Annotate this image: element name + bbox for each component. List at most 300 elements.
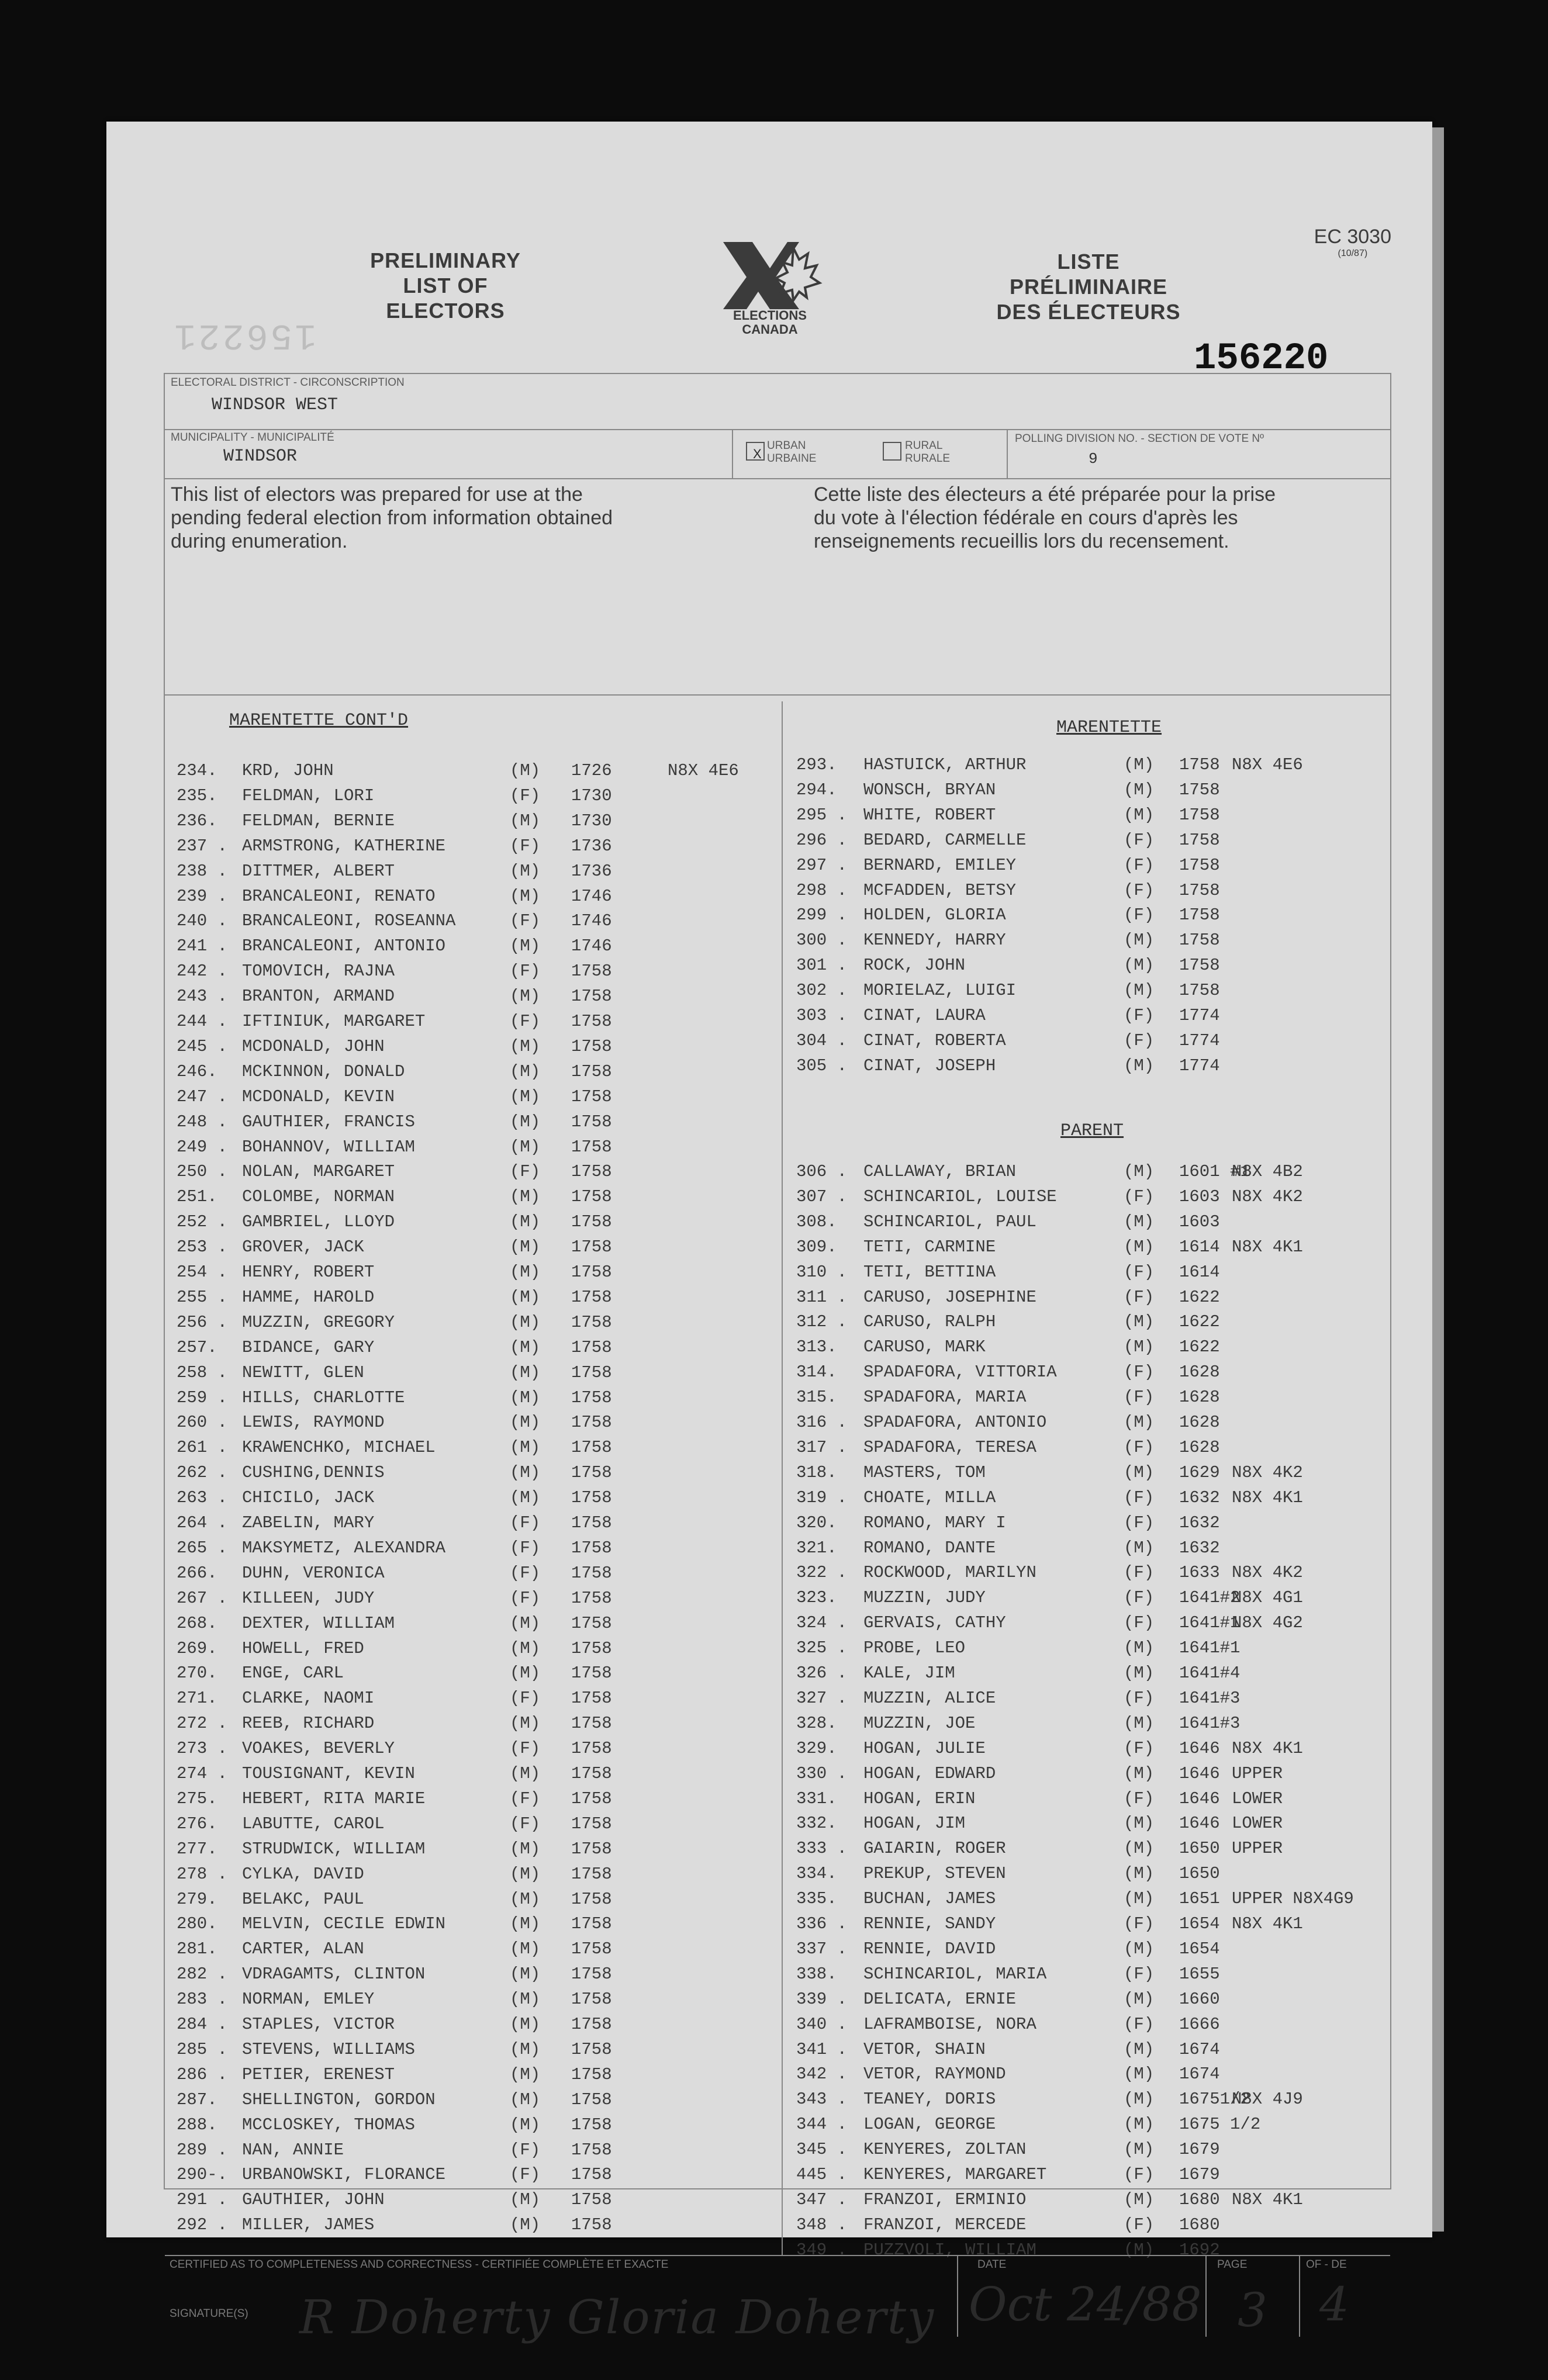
elector-row [796,1488,1387,1513]
column-divider [782,701,783,2256]
elector-name: STRUDWICK, WILLIAM [242,1839,426,1859]
form-code [1314,226,1391,259]
elector-number: 325 . [796,1638,848,1658]
elector-row [177,761,773,786]
elector-gender: (F) [1124,1006,1155,1025]
elector-name: HEBERT, RITA MARIE [242,1789,426,1808]
elector-number: 329. [796,1738,837,1758]
elector-row [177,1413,773,1438]
elector-name: HOWELL, FRED [242,1638,364,1658]
elector-address: 1601 #1 [1179,1162,1250,1181]
rural-checkbox[interactable] [883,442,901,461]
elector-gender: (M) [510,811,541,831]
elector-gender: (M) [1124,1538,1155,1558]
elector-name: PETIER, ERENEST [242,2064,395,2084]
form-body [164,373,1391,2260]
elector-name: MORIELAZ, LUIGI [863,981,1017,1001]
elector-name: RENNIE, SANDY [863,1914,996,1933]
elector-address: 1758 [571,1061,612,1081]
elector-number: 264 . [177,1513,228,1533]
notice-french [814,483,1276,553]
elector-row [796,2165,1387,2190]
elector-row [177,911,773,936]
elector-address: 1646 [1179,1814,1220,1834]
elector-address: 1622 [1179,1312,1220,1332]
elector-name: CYLKA, DAVID [242,1864,364,1884]
elector-row [177,1864,773,1890]
elector-address: 1680 [1179,2189,1220,2209]
elector-address: 1628 [1179,1362,1220,1382]
divider [1205,2255,1207,2337]
elector-name: MAKSYMETZ, ALEXANDRA [242,1538,446,1558]
elector-name: COLOMBE, NORMAN [242,1187,395,1207]
elector-name: CHOATE, MILLA [863,1488,996,1507]
elector-name: MILLER, JAMES [242,2215,375,2235]
section-heading-marentette-contd: MARENTETTE CONT'D [229,711,409,731]
elector-name: KENYERES, MARGARET [863,2165,1047,2184]
elector-row [796,1513,1387,1538]
elector-gender: (F) [510,1012,541,1031]
elector-name: GAUTHIER, FRANCIS [242,1112,415,1132]
elector-postal-code: N8X 4J9 [1232,2090,1303,2109]
elector-number: 302 . [796,981,848,1001]
elector-gender: (F) [510,1588,541,1608]
elector-address: 1641#3 [1179,1688,1241,1708]
elector-number: 309. [796,1237,837,1257]
elector-gender: (M) [510,2215,541,2235]
elector-address: 1758 [571,1237,612,1257]
elector-address: 1660 [1179,1989,1220,2009]
elector-number: 248 . [177,1112,228,1132]
elector-number: 294. [796,780,837,800]
elector-address: 1758 [571,1939,612,1959]
elector-gender: (M) [1124,2140,1155,2160]
elector-address: 1758 [1179,956,1220,975]
elector-number: 252 . [177,1212,228,1232]
elector-address: 1758 [571,2190,612,2210]
elector-gender: (M) [510,1463,541,1483]
elector-gender: (M) [1124,956,1155,975]
elector-address: 1746 [571,936,612,956]
elector-name: REEB, RICHARD [242,1714,375,1734]
elector-name: HASTUICK, ARTHUR [863,755,1027,774]
rural-label-en: RURAL [905,440,943,452]
elector-number: 445 . [796,2165,848,2184]
elector-number: 265 . [177,1538,228,1558]
elector-address: 1758 [571,961,612,981]
elector-address: 1736 [571,861,612,881]
elector-address: 1726 [571,761,612,780]
elector-number: 291 . [177,2190,228,2210]
elector-postal-code: UPPER [1232,1839,1283,1859]
elector-gender: (M) [510,1964,541,1984]
elector-address: 1758 [571,1588,612,1608]
elector-gender: (M) [1124,1989,1155,2009]
elector-gender: (M) [1124,1162,1155,1181]
elector-row [796,1288,1387,1313]
elector-row [177,1739,773,1764]
right-column [796,711,1387,2260]
elector-gender: (M) [510,1061,541,1081]
elector-name: HOGAN, JIM [863,1814,966,1834]
elector-number: 298 . [796,880,848,900]
elector-name: DITTMER, ALBERT [242,861,395,881]
elector-address: 1736 [571,836,612,856]
elector-address: 1758 [571,1137,612,1157]
elector-number: 267 . [177,1588,228,1608]
elector-gender: (M) [510,1362,541,1382]
elector-gender: (M) [1124,780,1155,800]
elector-gender: (M) [510,1137,541,1157]
elector-name: KENYERES, ZOLTAN [863,2140,1027,2160]
elector-row [796,2064,1387,2090]
elector-address: 1622 [1179,1287,1220,1307]
elector-number: 277. [177,1839,217,1859]
elector-row [796,881,1387,906]
elector-address: 1651 [1179,1889,1220,1909]
elector-name: HAMME, HAROLD [242,1287,375,1307]
elector-name: MCDONALD, KEVIN [242,1087,395,1106]
elector-row [796,1006,1387,1031]
elector-gender: (M) [510,1638,541,1658]
elector-row [177,1338,773,1363]
elector-name: GAUTHIER, JOHN [242,2190,385,2210]
signature-label: SIGNATURE(S) [170,2308,248,2320]
elector-row [177,1438,773,1463]
notice-fr-line: renseignements recueillis lors du recensement. [814,530,1229,552]
elector-gender: (M) [510,987,541,1006]
elector-address: 1628 [1179,1388,1220,1407]
elector-name: HOGAN, ERIN [863,1789,976,1808]
elector-name: VETOR, RAYMOND [863,2064,1006,2084]
elector-number: 301 . [796,956,848,975]
elector-gender: (M) [510,2039,541,2059]
elector-row [796,2190,1387,2215]
elections-canada-x-leaf-icon [711,236,823,312]
elector-number: 307 . [796,1186,848,1206]
notice-fr-line: Cette liste des électeurs a été préparée pour la prise [814,483,1276,506]
ballot-list-page [106,122,1432,2344]
elector-number: 313. [796,1337,837,1357]
elector-name: STEVENS, WILLIAMS [242,2039,415,2059]
elector-name: TEANEY, DORIS [863,2090,996,2109]
bleed-through-serial: 156221 [172,314,317,356]
elector-row [796,1789,1387,1814]
elector-address: 1758 [571,1287,612,1307]
elector-number: 311 . [796,1287,848,1307]
serial-number: 156220 [1194,338,1329,380]
elector-number: 246. [177,1061,217,1081]
elector-row [796,1814,1387,1839]
elector-gender: (F) [510,1538,541,1558]
elector-gender: (M) [510,936,541,956]
divider [165,478,1390,479]
elector-row [177,1187,773,1212]
title-french [972,249,1205,324]
elector-name: CARUSO, RALPH [863,1312,996,1332]
elector-name: IFTINIUK, MARGARET [242,1012,426,1031]
elector-number: 306 . [796,1162,848,1181]
elector-row [796,1187,1387,1212]
elector-row [796,1663,1387,1689]
elector-row [177,862,773,887]
elector-name: WONSCH, BRYAN [863,780,996,800]
title-fr-line-1: LISTE [1057,250,1120,274]
elector-address: 1758 [571,2064,612,2084]
elector-number: 286 . [177,2064,228,2084]
elector-row [796,2040,1387,2065]
page-total-handwritten: 4 [1319,2277,1349,2331]
elector-name: MUZZIN, ALICE [863,1688,996,1708]
elector-gender: (M) [510,2015,541,2034]
date-handwritten: Oct 24/88 [969,2277,1202,2331]
elector-gender: (M) [510,2090,541,2109]
elector-gender: (F) [510,2140,541,2160]
elector-number: 338. [796,1964,837,1984]
elector-address: 1679 [1179,2140,1220,2160]
elector-row [177,1890,773,1915]
elector-address: 16751/2 [1179,2090,1250,2109]
notice-en-line: during enumeration. [171,530,348,552]
elector-gender: (M) [1124,1763,1155,1783]
elector-number: 268. [177,1613,217,1633]
elector-gender: (M) [1124,2064,1155,2084]
elector-gender: (M) [1124,1337,1155,1357]
elector-number: 297 . [796,855,848,875]
elector-gender: (M) [510,1488,541,1508]
elector-address: 1632 [1179,1513,1220,1533]
urban-checkbox[interactable] [746,442,765,461]
elector-address: 1674 [1179,2064,1220,2084]
elector-name: WHITE, ROBERT [863,805,996,825]
elector-row [796,1463,1387,1488]
elector-number: 285 . [177,2039,228,2059]
elector-number: 347 . [796,2189,848,2209]
elector-address: 1758 [571,1914,612,1934]
elector-address: 1629 [1179,1462,1220,1482]
elector-number: 283 . [177,1990,228,2009]
elector-address: 1614 [1179,1237,1220,1257]
elector-number: 249 . [177,1137,228,1157]
elector-row [796,1413,1387,1438]
elector-gender: (M) [1124,1413,1155,1432]
elector-name: SPADAFORA, MARIA [863,1388,1027,1407]
elector-gender: (F) [1124,1030,1155,1050]
elector-number: 320. [796,1513,837,1533]
elector-name: TOMOVICH, RAJNA [242,961,395,981]
elector-address: 1650 [1179,1864,1220,1884]
elector-name: ZABELIN, MARY [242,1513,375,1533]
elector-name: FRANZOI, ERMINIO [863,2189,1027,2209]
elector-name: CARTER, ALAN [242,1939,364,1959]
elector-gender: (F) [1124,855,1155,875]
elector-name: BRANCALEONI, ANTONIO [242,936,446,956]
elector-number: 290-. [177,2165,228,2185]
elector-number: 303 . [796,1006,848,1025]
elector-address: 1758 [1179,981,1220,1001]
elector-name: RENNIE, DAVID [863,1939,996,1959]
elector-row [796,1438,1387,1463]
elector-number: 235. [177,786,217,805]
elector-name: GROVER, JACK [242,1237,364,1257]
elector-number: 332. [796,1814,837,1834]
elector-name: MUZZIN, GREGORY [242,1312,395,1332]
elector-row [796,831,1387,856]
elector-row [177,1538,773,1563]
elector-row [177,1488,773,1513]
elector-address: 1730 [571,786,612,805]
elector-gender: (F) [510,961,541,981]
elector-address: 1758 [571,1162,612,1182]
elector-row [796,956,1387,981]
elector-row [796,2015,1387,2040]
elector-number: 328. [796,1713,837,1733]
elector-address: 1758 [571,1764,612,1783]
elector-gender: (M) [1124,805,1155,825]
elector-number: 237 . [177,836,228,856]
elector-number: 288. [177,2115,217,2135]
elector-address: 1758 [1179,805,1220,825]
elector-name: CINAT, JOSEPH [863,1056,996,1075]
elector-gender: (M) [1124,1056,1155,1075]
elector-row [177,1262,773,1288]
elector-row [796,1739,1387,1764]
elector-row [796,1613,1387,1638]
elector-number: 295 . [796,805,848,825]
elector-address: 1675 1/2 [1179,2115,1261,2135]
elector-gender: (M) [1124,1864,1155,1884]
elector-address: 1758 [571,1337,612,1357]
elector-address: 1758 [571,2215,612,2235]
elector-name: MASTERS, TOM [863,1462,986,1482]
elector-gender: (F) [1124,1789,1155,1808]
elector-name: NORMAN, EMLEY [242,1990,375,2009]
elector-address: 1680 [1179,2215,1220,2234]
notice-en-line: pending federal election from information obtained [171,507,613,529]
elector-gender: (M) [510,1914,541,1934]
elector-name: GAMBRIEL, LLOYD [242,1212,395,1232]
elector-name: SCHINCARIOL, MARIA [863,1964,1047,1984]
elector-address: 1758 [571,1312,612,1332]
elector-address: 1758 [571,1613,612,1633]
elector-row [796,930,1387,956]
elector-number: 287. [177,2090,217,2109]
elector-gender: (M) [510,1337,541,1357]
elector-name: DUHN, VERONICA [242,1563,385,1583]
elector-gender: (F) [510,2165,541,2185]
elector-postal-code: N8X 4B2 [1232,1162,1303,1181]
elector-address: 1603 [1179,1212,1220,1231]
title-fr-line-3: DES ÉLECTEURS [996,300,1181,324]
elector-address: 1655 [1179,1964,1220,1984]
elector-gender: (M) [510,761,541,780]
elector-number: 314. [796,1362,837,1382]
elector-row [177,987,773,1012]
rural-label [905,440,950,465]
elector-address: 1758 [571,1638,612,1658]
elector-address: 1758 [1179,780,1220,800]
elector-address: 1758 [571,2165,612,2185]
elector-row [177,786,773,811]
elector-gender: (M) [510,1237,541,1257]
elector-gender: (F) [1124,905,1155,925]
elector-number: 315. [796,1388,837,1407]
elector-name: BRANCALEONI, RENATO [242,886,436,906]
elector-row [796,1839,1387,1864]
elector-row [177,836,773,862]
elector-row [796,856,1387,881]
divider [165,694,1390,696]
elector-gender: (M) [1124,1312,1155,1332]
elector-address: 1758 [571,2090,612,2109]
elector-number: 272 . [177,1714,228,1734]
elector-name: MUZZIN, JOE [863,1713,976,1733]
elector-number: 241 . [177,936,228,956]
elector-row [796,1864,1387,1889]
elector-address: 1641#4 [1179,1663,1241,1683]
elector-number: 258 . [177,1362,228,1382]
elector-address: 1641#3 [1179,1713,1241,1733]
elector-postal-code: UPPER [1232,1763,1283,1783]
form-code-value: EC 3030 [1314,226,1391,248]
district-value: WINDSOR WEST [212,395,338,415]
elector-name: TETI, BETTINA [863,1262,996,1282]
elector-number: 345 . [796,2140,848,2160]
elector-gender: (F) [510,911,541,931]
elector-row [796,1056,1387,1081]
elector-address: 1758 [571,1964,612,1984]
elector-name: MUZZIN, JUDY [863,1588,986,1608]
elector-gender: (F) [1124,1513,1155,1533]
elections-canada-logo [711,236,828,341]
elector-gender: (M) [510,1839,541,1859]
elector-row [177,2040,773,2065]
elector-gender: (M) [510,1613,541,1633]
elector-address: 1774 [1179,1030,1220,1050]
elector-postal-code: LOWER [1232,1789,1283,1808]
elector-name: ENGE, CARL [242,1663,344,1683]
elector-gender: (M) [1124,2115,1155,2135]
elector-row [177,2115,773,2140]
elector-gender: (F) [510,1789,541,1808]
elector-address: 1758 [571,1112,612,1132]
elector-name: GERVAIS, CATHY [863,1613,1006,1633]
elector-name: DEXTER, WILLIAM [242,1613,395,1633]
elector-gender: (M) [510,1438,541,1458]
elector-gender: (M) [1124,930,1155,950]
elector-gender: (M) [510,1112,541,1132]
elector-number: 292 . [177,2215,228,2235]
logo-wordmark [711,309,828,337]
elector-name: SPADAFORA, VITTORIA [863,1362,1057,1382]
elector-number: 310 . [796,1262,848,1282]
elector-number: 243 . [177,987,228,1006]
elector-address: 1674 [1179,2039,1220,2059]
urban-label [767,440,816,465]
elector-number: 270. [177,1663,217,1683]
elector-address: 1632 [1179,1488,1220,1507]
elector-postal-code: N8X 4K1 [1232,2189,1303,2209]
elector-address: 1641#1 [1179,1613,1241,1633]
elector-address: 1774 [1179,1056,1220,1075]
elector-gender: (M) [510,1764,541,1783]
elector-address: 1758 [571,1012,612,1031]
elector-row [177,1614,773,1639]
elector-gender: (M) [1124,1212,1155,1231]
elector-row [177,1663,773,1689]
divider [957,2255,958,2337]
elector-row [177,1087,773,1112]
